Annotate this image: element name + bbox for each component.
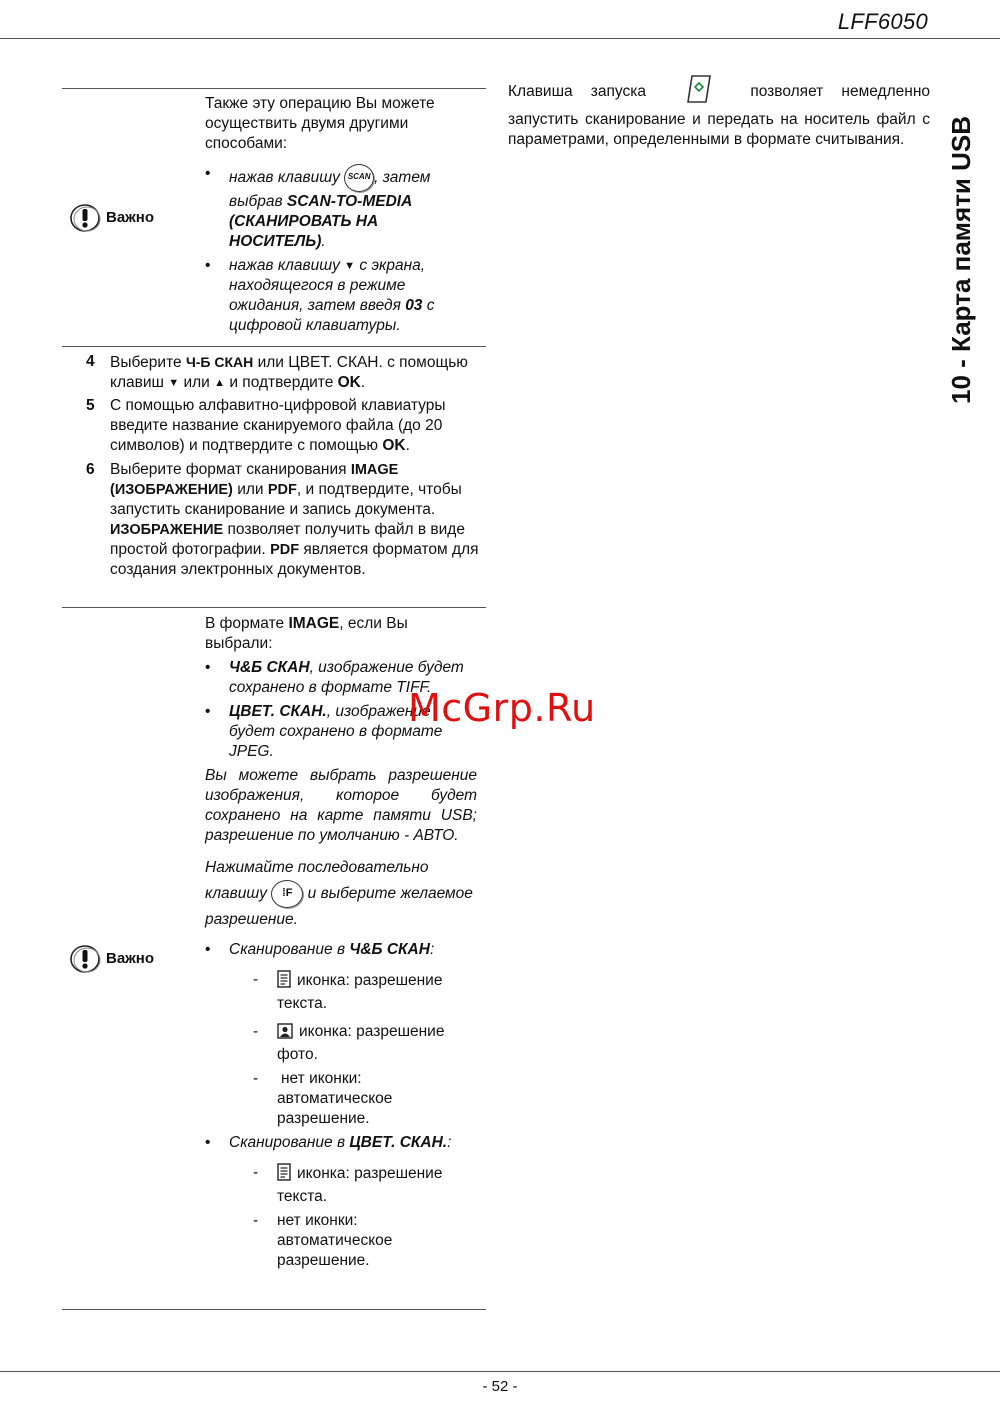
note1-bullet-2: • нажав клавишу ▼ с экрана, находящегося в режиме ожидания, затем введя 03 с цифровой клавиатуры. xyxy=(205,257,435,334)
step-4-text xyxy=(110,352,486,393)
note2-bullet-1: • Ч&Б СКАН, изображение будет сохранено в формате TIFF. xyxy=(205,659,464,696)
step-text: . xyxy=(405,437,410,454)
ok-label: OK xyxy=(382,437,406,454)
step-text: или xyxy=(179,374,215,391)
note1-bullet-2-text: нажав клавишу xyxy=(229,257,340,274)
scan-key-icon: SCAN xyxy=(344,164,374,192)
bw-scan-label: Ч&Б СКАН xyxy=(229,659,310,676)
note1-body xyxy=(205,94,477,336)
right-column-paragraph xyxy=(508,74,930,150)
bw-item-photo-res: - иконка: разрешение фото. xyxy=(253,1023,445,1063)
note1-bottom-rule xyxy=(62,346,486,347)
bw-item-text-res: - иконка: разрешение текста. xyxy=(253,971,443,1012)
item-text: нет иконки: автоматическое разрешение. xyxy=(277,1070,393,1127)
code-03: 03 xyxy=(405,297,423,314)
note1-warning xyxy=(70,203,154,233)
step-number: 4 xyxy=(86,353,95,370)
warning-icon xyxy=(70,944,102,974)
step-text: , и подтвердите, чтобы запустить сканирование и запись документа. xyxy=(110,481,462,518)
item-text: нет иконки: автоматическое разрешение. xyxy=(277,1212,393,1269)
page-number: - 52 - xyxy=(482,1378,518,1395)
note2-bottom-rule xyxy=(62,1309,486,1310)
item-text: иконка: разрешение фото. xyxy=(277,1023,445,1063)
step-text: и подтвердите xyxy=(225,374,338,391)
chapter-tab: 10 - Карта памяти USB xyxy=(946,115,976,404)
note1-bullet-1: • нажав клавишу SCAN , затем выбрав SCAN-TO-MEDIA (СКАНИРОВАТЬ НА НОСИТЕЛЬ). xyxy=(205,165,431,250)
step-text: Выберите формат сканирования xyxy=(110,461,351,478)
pdf-format-label: PDF xyxy=(270,542,300,558)
note2-para-2 xyxy=(205,856,477,932)
color-item-text-res: - иконка: разрешение текста. xyxy=(253,1164,443,1205)
bullet-text: , изображение будет сохранено в формате JPEG. xyxy=(229,703,443,760)
note2-para-1: Вы можете выбрать разрешение изображения, которое будет сохранено на карте памяти USB; разрешение по умолчанию - АВТО. xyxy=(205,767,477,844)
image-format-label: ИЗОБРАЖЕНИЕ xyxy=(110,522,224,538)
note1-bullet-2-text-c: с цифровой клавиатуры. xyxy=(229,297,435,334)
scan-to-media-label: SCAN-TO-MEDIA (СКАНИРОВАТЬ НА НОСИТЕЛЬ) xyxy=(229,193,412,250)
note1-bullet-1-end: . xyxy=(321,233,326,250)
step-text: позволяет получить файл в виде простой фотографии. xyxy=(110,521,465,558)
note2-intro: В формате IMAGE, если Вы выбрали: xyxy=(205,615,408,652)
note2-color-bullet: • Сканирование в ЦВЕТ. СКАН.: xyxy=(205,1134,452,1151)
warning-icon xyxy=(70,203,102,233)
note1-warning-label: Важно xyxy=(106,209,155,226)
step-6 xyxy=(86,460,486,580)
arrow-up-icon: ▲ xyxy=(214,377,226,389)
start-key-text-a: Клавиша запуска xyxy=(508,83,646,101)
step-text: или xyxy=(232,481,268,498)
note1-bullet-1-text-b: , затем выбрав xyxy=(229,169,431,210)
step-5 xyxy=(86,396,486,456)
bullet-text: , изображение будет сохранено в формате TIFF. xyxy=(229,659,464,696)
pdf-format-label: PDF xyxy=(267,482,297,498)
note2-bullet-2: • ЦВЕТ. СКАН., изображение будет сохранено в формате JPEG. xyxy=(205,703,443,760)
step-text: С помощью алфавитно-цифровой клавиатуры введите название сканируемого файла (до 20 символов) и подтвердите с помощью xyxy=(110,397,446,454)
text-document-icon xyxy=(277,1163,291,1187)
color-item-auto-res: - нет иконки: автоматическое разрешение. xyxy=(253,1212,393,1269)
item-text: иконка: разрешение текста. xyxy=(277,1165,443,1205)
item-text: иконка: разрешение текста. xyxy=(277,972,443,1012)
arrow-down-icon: ▼ xyxy=(344,260,356,272)
watermark: McGrp.Ru xyxy=(408,686,596,730)
note1-bullet-2-text-b: с экрана, находящегося в режиме ожидания, затем введя xyxy=(229,257,426,314)
step-text: или ЦВЕТ. СКАН. с помощью клавиш xyxy=(110,354,468,391)
photo-icon xyxy=(277,1023,293,1045)
para-text: Нажимайте последовательно клавишу xyxy=(205,859,429,903)
bw-scan-label: Ч-Б СКАН xyxy=(185,354,254,370)
step-number: 6 xyxy=(86,461,95,478)
ok-label: OK xyxy=(337,374,361,391)
step-text: является форматом для создания электронных документов. xyxy=(110,541,479,578)
note2-warning xyxy=(70,944,154,974)
step-6-text xyxy=(110,460,486,580)
color-scan-label: ЦВЕТ. СКАН. xyxy=(229,703,327,720)
start-key-text-rest: запустить сканирование и передать на носитель файл с параметрами, определенными в формате считывания. xyxy=(508,111,930,148)
step-text: Выберите xyxy=(110,354,186,371)
document-model-title: LFF6050 xyxy=(837,9,928,34)
note2-top-rule xyxy=(62,607,486,608)
note1-bullet-1-text: нажав клавишу xyxy=(229,169,340,187)
header-rule xyxy=(0,38,1000,39)
note2-bw-bullet: • Сканирование в Ч&Б СКАН: xyxy=(205,941,435,958)
start-key-icon xyxy=(686,74,712,110)
note2-warning-label: Важно xyxy=(106,950,155,967)
step-4 xyxy=(86,352,486,393)
para-text: и выберите желаемое разрешение. xyxy=(205,885,473,928)
image-format-label: IMAGE (ИЗОБРАЖЕНИЕ) xyxy=(110,462,399,498)
step-number: 5 xyxy=(86,397,95,414)
note1-intro: Также эту операцию Вы можете осуществить двумя другими способами: xyxy=(205,95,435,152)
step-5-text xyxy=(110,396,486,456)
note1-top-rule xyxy=(62,88,486,89)
bw-item-auto-res: - нет иконки: автоматическое разрешение. xyxy=(253,1070,393,1127)
resolution-key-icon: ⁞F xyxy=(271,880,303,908)
footer-rule xyxy=(0,1371,1000,1372)
arrow-down-icon: ▼ xyxy=(168,377,180,389)
start-key-text-b: позволяет немедленно xyxy=(750,83,930,101)
text-document-icon xyxy=(277,970,291,994)
step-text: . xyxy=(360,374,366,391)
